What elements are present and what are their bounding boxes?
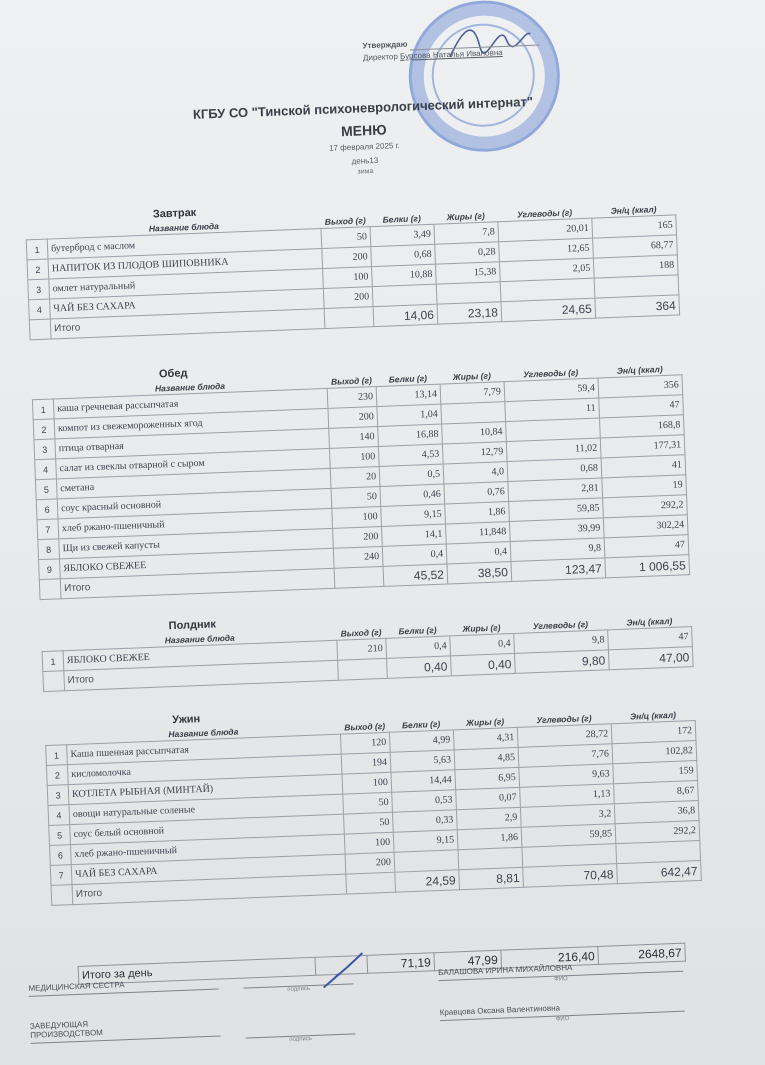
dish-energy: 168,8 [600, 415, 685, 438]
day-total-label: Итого за день [78, 957, 316, 984]
row-number: 7 [50, 865, 72, 886]
dish-carbs: 7,76 [518, 744, 613, 768]
total-yield-cell [324, 307, 374, 329]
dish-protein: 9,15 [381, 504, 446, 526]
dish-name: компот из свежемороженных ягод [54, 408, 329, 439]
nurse-sign-caption: подпись [287, 986, 311, 993]
day-total-carbs: 216,40 [501, 946, 599, 968]
dish-carbs: 11,02 [506, 438, 601, 462]
row-number: 9 [39, 559, 61, 580]
meal-title: Полдник [168, 618, 217, 633]
approval-signature-text: Бурсова Наталья Ивановна [399, 47, 503, 61]
header-number-cell [32, 386, 53, 399]
dish-name: КОТЛЕТА РЫБНАЯ (МИНТАЙ) [68, 774, 343, 805]
nurse-signature-mark [317, 951, 368, 993]
dish-fat [436, 282, 501, 304]
header-energy: Эн/ц (ккал) [629, 709, 677, 722]
dish-energy: 177,31 [600, 435, 685, 458]
row-number: 3 [34, 439, 56, 460]
total-protein: 24,59 [395, 870, 460, 892]
head-label-2: ПРОИЗВОДСТВОМ [30, 1024, 220, 1044]
dish-yield: 210 [337, 638, 387, 660]
row-number: 3 [28, 279, 50, 300]
total-fat: 0,40 [451, 653, 516, 675]
total-fat: 38,50 [447, 562, 512, 584]
header-protein: Белки (г) [398, 624, 437, 637]
header-yield: Выход (г) [330, 375, 373, 387]
dish-energy: 188 [593, 255, 678, 278]
dish-fat: 0,76 [444, 482, 509, 504]
dish-yield: 230 [327, 387, 377, 409]
header-number-cell [42, 638, 63, 651]
dish-energy: 8,67 [614, 781, 699, 804]
meal-table [31, 362, 690, 600]
row-number: 1 [26, 239, 48, 260]
dish-protein: 0,5 [379, 464, 444, 486]
dish-yield: 50 [343, 792, 393, 814]
nurse-name: БАЛАШОВА ИРИНА МИХАЙЛОВНА [438, 959, 683, 981]
day-total-fat: 47,99 [434, 950, 502, 971]
meal-title: Завтрак [152, 206, 197, 221]
dish-name: Щи из свежей капусты [59, 528, 334, 559]
dish-protein: 0,4 [386, 636, 451, 658]
total-fat: 8,81 [459, 867, 524, 889]
dish-protein: 0,46 [380, 484, 445, 506]
dish-carbs: 59,85 [509, 498, 604, 522]
header-yield: Выход (г) [324, 215, 366, 227]
dish-carbs: 0,68 [507, 458, 602, 482]
dish-carbs: 59,4 [504, 378, 599, 402]
dish-protein: 14,1 [382, 524, 447, 546]
dish-name: овощи натуральные соленые [69, 794, 344, 825]
row-number: 4 [35, 459, 57, 480]
dish-protein [394, 850, 459, 872]
dish-energy: 302,24 [603, 515, 688, 538]
dish-protein: 10,88 [372, 264, 437, 286]
dish-name: салат из свеклы отварной с сыром [56, 448, 331, 479]
dish-fat: 7,8 [434, 222, 499, 244]
dish-name: ЧАЙ БЕЗ САХАРА [50, 289, 325, 320]
total-protein: 45,52 [383, 564, 448, 586]
dish-yield: 240 [333, 546, 383, 568]
dish-energy: 292,2 [603, 495, 688, 518]
head-name: Кравцова Оксана Валентиновна [440, 999, 685, 1021]
total-yield-cell [334, 566, 384, 588]
total-label: Итого [64, 660, 339, 691]
header-dish-name: Название блюда [154, 380, 226, 394]
total-energy: 642,47 [617, 860, 702, 883]
dish-protein: 1,04 [377, 404, 442, 426]
row-number: 4 [48, 805, 70, 826]
dish-fat: 10,84 [442, 422, 507, 444]
menu-season: зима [357, 168, 374, 176]
total-carbs: 9,80 [514, 650, 609, 674]
total-protein: 0,40 [387, 656, 452, 678]
dish-fat: 4,31 [453, 727, 518, 749]
menu-day: день13 [351, 155, 379, 166]
dish-fat [441, 402, 506, 424]
dish-fat: 7,79 [440, 382, 505, 404]
head-fio-caption: ФИО [555, 1016, 570, 1023]
meal-table [41, 614, 694, 692]
dish-energy: 165 [592, 215, 677, 238]
dish-carbs: 1,13 [520, 784, 615, 808]
total-energy: 1 006,55 [605, 555, 690, 578]
nurse-label: МЕДИЦИНСКАЯ СЕСТРА [28, 977, 218, 997]
row-number: 8 [38, 539, 60, 560]
dish-name: ЧАЙ БЕЗ САХАРА [71, 854, 346, 885]
meal-title: Ужин [172, 713, 201, 727]
total-number-cell [29, 319, 51, 340]
header-number-cell [26, 227, 47, 240]
dish-name: соус белый основной [70, 814, 345, 845]
dish-yield: 200 [345, 852, 395, 874]
dish-yield: 194 [341, 752, 391, 774]
dish-fat: 2,9 [456, 807, 521, 829]
dish-name: птица отварная [55, 428, 330, 459]
header-energy: Эн/ц (ккал) [610, 204, 657, 216]
dish-carbs: 9,8 [510, 538, 605, 562]
dish-yield: 50 [331, 486, 381, 508]
dish-carbs: 39,99 [509, 518, 604, 542]
row-number: 7 [37, 519, 59, 540]
head-label-1: ЗАВЕДУЮЩАЯ [29, 1019, 89, 1031]
dish-name: сметана [56, 468, 331, 499]
dish-protein: 14,44 [391, 770, 456, 792]
row-number: 1 [42, 651, 64, 672]
day-total-protein: 71,19 [367, 953, 435, 974]
dish-name: бутерброд с маслом [47, 229, 322, 260]
dish-carbs: 9,63 [519, 764, 614, 788]
dish-protein: 5,63 [390, 750, 455, 772]
total-carbs: 70,48 [523, 864, 618, 888]
total-number-cell [43, 671, 65, 692]
dish-name: хлеб ржано-пшеничный [71, 834, 346, 865]
row-number: 5 [49, 825, 71, 846]
dish-yield: 50 [344, 812, 394, 834]
dish-protein: 16,88 [378, 424, 443, 446]
dish-fat: 1,86 [445, 502, 510, 524]
dish-carbs: 2,81 [508, 478, 603, 502]
dish-energy: 47 [604, 535, 689, 558]
header-fat: Жиры (г) [452, 370, 492, 383]
header-protein: Белки (г) [388, 373, 428, 385]
total-number-cell [39, 579, 61, 600]
meal-title: Обед [158, 367, 188, 381]
meal-section [44, 694, 702, 906]
dish-name: ЯБЛОКО СВЕЖЕЕ [60, 548, 335, 579]
row-number: 2 [33, 419, 55, 440]
header-carbs: Углеводы (г) [532, 619, 589, 632]
position-label: Директор [362, 51, 399, 63]
total-energy: 364 [595, 295, 680, 318]
approved-label: Утверждаю [362, 39, 408, 51]
dish-energy: 292,2 [615, 820, 700, 843]
dish-carbs: 9,8 [514, 630, 609, 654]
dish-yield: 140 [329, 427, 379, 449]
header-number-cell [45, 732, 66, 745]
dish-protein: 13,14 [376, 384, 441, 406]
dish-carbs: 28,72 [517, 724, 612, 748]
dish-yield: 100 [323, 267, 373, 289]
dish-fat: 0,07 [456, 787, 521, 809]
total-yield-cell [338, 658, 388, 680]
total-label: Итого [50, 309, 325, 340]
dish-fat [458, 847, 523, 869]
dish-carbs: 59,85 [521, 824, 616, 848]
dish-protein: 4,53 [378, 444, 443, 466]
dish-energy: 159 [613, 761, 698, 784]
dish-fat: 4,85 [454, 747, 519, 769]
dish-energy: 172 [611, 721, 696, 744]
header-dish-name: Название блюда [164, 632, 235, 646]
total-fat: 23,18 [437, 302, 502, 324]
dish-fat: 4,0 [443, 462, 508, 484]
dish-fat: 0,28 [435, 242, 500, 264]
menu-date: 17 февраля 2025 г. [328, 140, 400, 153]
row-number: 6 [50, 845, 72, 866]
total-label: Итого [72, 874, 347, 905]
dish-yield: 200 [323, 287, 373, 309]
dish-fat: 11,848 [445, 522, 510, 544]
total-number-cell [51, 885, 73, 906]
meal-section [31, 348, 690, 600]
total-carbs: 24,65 [501, 298, 596, 322]
dish-carbs: 2,05 [499, 258, 594, 282]
dish-carbs: 20,01 [498, 218, 593, 242]
dish-energy: 41 [601, 455, 686, 478]
meal-section [25, 188, 680, 340]
dish-energy: 36,8 [614, 801, 699, 824]
dish-energy: 68,77 [593, 235, 678, 258]
dish-protein: 0,4 [382, 544, 447, 566]
row-number: 2 [46, 765, 68, 786]
header-fat: Жиры (г) [465, 716, 505, 728]
organization-name: КГБУ СО "Тинской психоневрологический интернат" [192, 93, 534, 122]
dish-fat: 15,38 [435, 262, 500, 284]
dish-carbs: 12,65 [499, 238, 594, 262]
dish-name: кисломолочка [67, 754, 342, 785]
header-carbs: Углеводы (г) [516, 207, 573, 220]
dish-protein: 0,33 [392, 810, 457, 832]
row-number: 1 [46, 745, 68, 766]
nurse-fio-caption: ФИО [554, 976, 568, 983]
dish-protein: 4,99 [389, 730, 454, 752]
dish-fat: 1,86 [457, 827, 522, 849]
row-number: 2 [27, 259, 49, 280]
dish-protein [372, 284, 437, 306]
dish-energy: 47 [599, 395, 684, 418]
dish-yield: 20 [330, 467, 380, 489]
dish-fat: 0,4 [450, 633, 515, 655]
row-number: 3 [47, 785, 69, 806]
day-total-energy: 2648,67 [598, 943, 686, 964]
dish-name: Каша пшенная рассыпчатая [67, 734, 342, 765]
meal-table [45, 708, 702, 906]
dish-yield: 100 [329, 447, 379, 469]
dish-energy: 19 [602, 475, 687, 498]
row-number: 5 [35, 479, 57, 500]
dish-energy: 356 [598, 375, 683, 398]
dish-fat: 12,79 [442, 442, 507, 464]
row-number: 4 [29, 299, 51, 320]
row-number: 6 [36, 499, 58, 520]
dish-yield: 200 [333, 526, 383, 548]
header-carbs: Углеводы (г) [523, 367, 579, 380]
page-title: МЕНЮ [340, 121, 387, 140]
dish-protein: 0,68 [371, 244, 436, 266]
dish-yield: 100 [344, 832, 394, 854]
dish-protein: 3,49 [370, 224, 435, 246]
header-protein: Белки (г) [382, 213, 421, 225]
dish-fat: 6,95 [455, 767, 520, 789]
meal-section [41, 600, 694, 692]
dish-yield: 200 [328, 407, 378, 429]
dish-energy: 47 [608, 627, 693, 650]
dish-name: хлеб ржано-пшеничный [58, 508, 333, 539]
dish-name: ЯБЛОКО СВЕЖЕЕ [63, 640, 338, 671]
dish-carbs: 11 [505, 398, 600, 422]
header-energy: Эн/ц (ккал) [616, 364, 663, 376]
dish-protein: 0,53 [392, 790, 457, 812]
header-protein: Белки (г) [401, 718, 441, 731]
header-dish-name: Название блюда [148, 220, 220, 234]
row-number: 1 [32, 399, 54, 420]
dish-yield: 100 [332, 506, 382, 528]
header-yield: Выход (г) [344, 720, 386, 733]
dish-yield: 200 [322, 247, 372, 269]
meal-table [25, 202, 680, 340]
header-energy: Эн/ц (ккал) [626, 615, 673, 628]
total-carbs: 123,47 [511, 558, 606, 582]
dish-name: омлет натуральный [49, 269, 324, 300]
header-yield: Выход (г) [340, 627, 382, 639]
dish-name: НАПИТОК ИЗ ПЛОДОВ ШИПОВНИКА [48, 249, 323, 280]
dish-fat: 0,4 [446, 542, 511, 564]
dish-yield: 100 [342, 772, 392, 794]
header-fat: Жиры (г) [446, 210, 485, 223]
dish-energy: 102,82 [612, 741, 697, 764]
dish-carbs: 3,2 [520, 804, 615, 828]
dish-name: каша гречневая рассыпчатая [53, 388, 328, 419]
dish-yield: 50 [321, 227, 371, 249]
dish-name: соус красный основной [57, 488, 332, 519]
total-energy: 47,00 [608, 647, 693, 670]
total-yield-cell [346, 872, 396, 894]
total-label: Итого [60, 568, 335, 599]
total-protein: 14,06 [373, 304, 438, 326]
head-sign-caption: подпись [289, 1036, 313, 1043]
header-carbs: Углеводы (г) [536, 713, 592, 726]
header-fat: Жиры (г) [462, 622, 501, 634]
dish-protein: 9,15 [393, 830, 458, 852]
dish-yield: 120 [340, 732, 390, 754]
header-dish-name: Название блюда [168, 726, 239, 740]
